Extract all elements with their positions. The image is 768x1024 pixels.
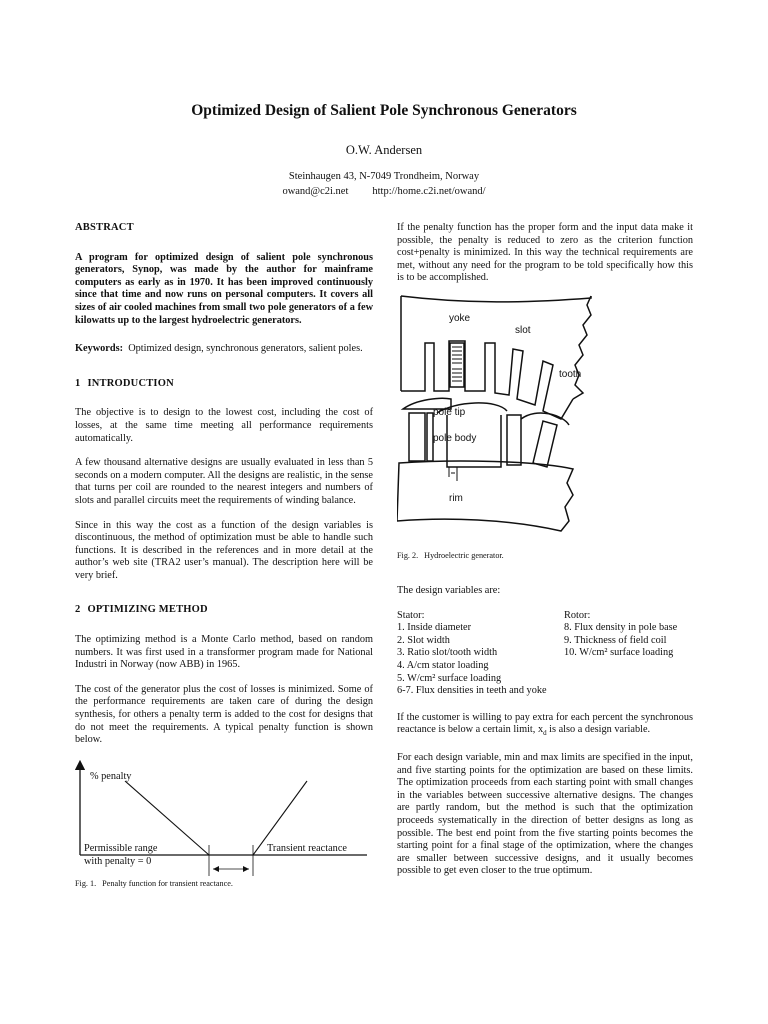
affiliation-block bbox=[0, 169, 768, 199]
label-pole-tip: pole tip bbox=[433, 406, 466, 418]
optimization-paragraph: For each design variable, min and max limits are specified in the input, and five starting points for the optimization are based on these limits. The optimization proceeds from each starting point with small changes in the variables between successive alternative designs. The changes are partly random, but the method is such that the optimization proceeds systematically in the direction of better designs as long as possible. The best end point from the five starting points becomes the starting point for a final stage of the optimization, where the changes are smaller between successive designs, and it usually becomes possible to get even closer to the true optimum. bbox=[397, 751, 693, 877]
left-column bbox=[75, 222, 373, 889]
reactance-subscript: d bbox=[543, 729, 547, 738]
penalty-paragraph: If the penalty function has the proper form and the input data make it possible, the penalty is reduced to zero as the criterion function cost+penalty is minimized. In this way the technical requirements are met, without any need for the program to be told specifically how this is to be accomplished. bbox=[397, 222, 693, 284]
stator-item: 2. Slot width bbox=[397, 634, 450, 646]
dovetail bbox=[449, 467, 457, 481]
stator-break-line bbox=[573, 296, 591, 399]
abstract-text: A program for optimized design of salient pole synchronous generators, Synop, was made by the author for mainframe computers as early as in 1970. It has been improved continuously since that time and now runs on personal computers. It covers all sizes of air cooled machines from small two pole generators of a few kilowatts up to the largest hydroelectric generators. bbox=[75, 251, 373, 326]
rotor-item: 9. Thickness of field coil bbox=[564, 634, 667, 646]
field-coil-center bbox=[507, 415, 521, 465]
optimizing-paragraph-1: The optimizing method is a Monte Carlo method, based on random numbers. It was first used in a transformer program made for National Industri in Norway (now ABB) in 1965. bbox=[75, 634, 373, 671]
penalty-function-diagram bbox=[75, 753, 373, 877]
label-pole-body: pole body bbox=[433, 432, 477, 444]
intro-paragraph-2: A few thousand alternative designs are usually evaluated in less than 5 seconds on a modern computer. All the designs are realistic, in the sense that turns per coil are rounded to the nearest integers and numbers of slots and parallel circuits meet the requirements of winding balance. bbox=[75, 457, 373, 506]
range-label-line-2: with penalty = 0 bbox=[84, 855, 152, 867]
field-coil-right bbox=[533, 421, 557, 467]
design-variables-table bbox=[397, 610, 693, 698]
right-column bbox=[397, 222, 693, 890]
stator-heading: Stator: bbox=[397, 609, 425, 621]
intro-number: 1 bbox=[75, 377, 81, 389]
pole-shoe-right bbox=[521, 413, 569, 425]
range-label-line-1: Permissible range bbox=[84, 842, 158, 854]
optimizing-paragraph-2: The cost of the generator plus the cost of losses is minimized. Some of the performance requirements are taken care of during the design synthesis, for others a penalty term is added to the cost for designs that do not meet the requirements. A typical penalty function is shown below. bbox=[75, 683, 373, 746]
keywords-text: Optimized design, synchronous generators, salient poles. bbox=[128, 343, 363, 355]
figure-2 bbox=[397, 291, 693, 561]
figure-1-caption-text: Penalty function for transient reactance. bbox=[102, 878, 233, 888]
rotor-item: 8. Flux density in pole base bbox=[564, 622, 678, 634]
range-arrowhead-right bbox=[243, 866, 249, 872]
reactance-text-before: If the customer is willing to pay extra for each percent the synchronous reactance is below a certain limit, x bbox=[397, 711, 693, 736]
keywords bbox=[75, 343, 373, 356]
label-slot: slot bbox=[515, 324, 531, 336]
stator-bore bbox=[401, 341, 573, 419]
winding-turns bbox=[452, 347, 462, 381]
author-website[interactable]: http://home.c2i.net/owand/ bbox=[372, 186, 486, 197]
reactance-text-after: is also a design variable. bbox=[546, 724, 651, 736]
stator-item: 3. Ratio slot/tooth width bbox=[397, 647, 498, 659]
author-email[interactable]: owand@c2i.net bbox=[282, 186, 349, 197]
stator-item: 5. W/cm² surface loading bbox=[397, 672, 502, 684]
optimizing-number: 2 bbox=[75, 604, 81, 616]
rotor-rim bbox=[397, 461, 573, 531]
figure-1 bbox=[75, 753, 373, 889]
slot-winding bbox=[450, 343, 464, 387]
author-contact bbox=[0, 184, 768, 199]
range-arrowhead-left bbox=[213, 866, 219, 872]
label-tooth: tooth bbox=[559, 368, 582, 380]
rotor-item: 10. W/cm² surface loading bbox=[564, 647, 674, 659]
author-address: Steinhaugen 43, N-7049 Trondheim, Norway bbox=[288, 171, 480, 182]
keywords-label: Keywords: bbox=[75, 343, 124, 355]
rotor-heading: Rotor: bbox=[564, 609, 591, 621]
figure-1-label: Fig. 1. bbox=[75, 878, 97, 888]
generator-cross-section bbox=[397, 291, 693, 546]
y-axis-label: % penalty bbox=[90, 770, 132, 782]
intro-paragraph-3: Since in this way the cost as a function of the design variables is discontinuous, the method of optimization must be able to handle such functions. It is described in the references and in more detail at the author’s web site (TRA2 user’s manual). The description here will be very brief. bbox=[75, 519, 373, 581]
design-variables-intro: The design variables are: bbox=[397, 584, 501, 596]
label-rim: rim bbox=[449, 492, 463, 504]
figure-2-caption bbox=[397, 550, 693, 561]
intro-title: INTRODUCTION bbox=[87, 377, 174, 389]
intro-paragraph-1: The objective is to design to the lowest cost, including the cost of losses, at the same time meeting all performance requirements automatically. bbox=[75, 407, 373, 444]
abstract-heading: ABSTRACT bbox=[75, 222, 134, 233]
paper-title: Optimized Design of Salient Pole Synchronous Generators bbox=[191, 102, 577, 119]
field-coil-left bbox=[409, 413, 425, 461]
reactance-paragraph bbox=[397, 712, 693, 740]
intro-heading bbox=[75, 378, 373, 391]
label-yoke: yoke bbox=[449, 312, 471, 324]
stator-item: 4. A/cm stator loading bbox=[397, 659, 489, 671]
x-axis-label: Transient reactance bbox=[267, 842, 347, 854]
figure-2-label: Fig. 2. bbox=[397, 550, 419, 560]
figure-1-caption bbox=[75, 878, 373, 889]
figure-2-caption-text: Hydroelectric generator. bbox=[424, 550, 504, 560]
optimizing-heading bbox=[75, 604, 373, 617]
stator-item: 6-7. Flux densities in teeth and yoke bbox=[397, 685, 547, 697]
optimizing-title: OPTIMIZING METHOD bbox=[87, 604, 208, 616]
author-name: O.W. Andersen bbox=[345, 143, 423, 157]
stator-item: 1. Inside diameter bbox=[397, 622, 472, 634]
